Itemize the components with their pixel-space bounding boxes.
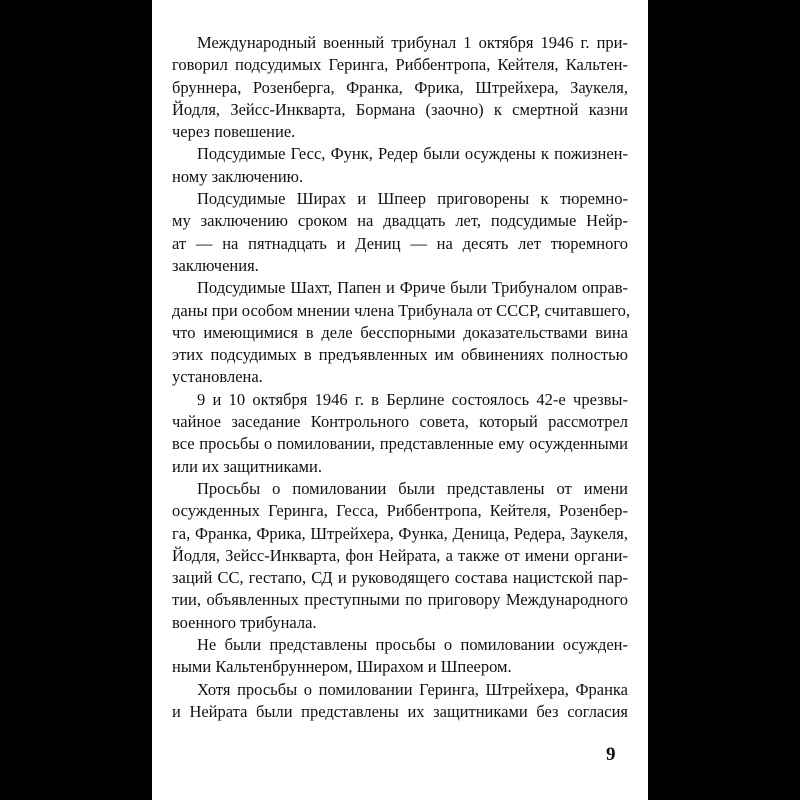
- paragraph-life-imprisonment: [172, 143, 628, 188]
- paragraph-control-council: [172, 389, 628, 478]
- text-line: Подсудимые Гесс, Функ, Редер были осуждены к пожизнен-: [197, 144, 628, 164]
- text-line: ат — на пятнадцать и Дениц — на десять лет тюремного: [172, 233, 628, 253]
- paragraph-clemency-requests: [172, 478, 628, 634]
- paragraph-without-consent: [172, 679, 628, 724]
- text-line: ными Кальтенбруннером, Ширахом и Шпеером.: [172, 657, 512, 677]
- text-line: говорил подсудимых Геринга, Риббентропа, Кейтеля, Кальтен-: [172, 55, 628, 75]
- text-line: военного трибунала.: [172, 612, 317, 632]
- text-line: тии, объявленных преступными по приговору Международного: [172, 590, 628, 610]
- text-line: что имеющимися в деле бесспорными доказательствами вина: [172, 322, 628, 342]
- body-text: [172, 32, 628, 723]
- paragraph-sentence: [172, 32, 628, 143]
- paragraph-prison-terms: [172, 188, 628, 277]
- text-line: или их защитниками.: [172, 456, 322, 476]
- text-line: чайное заседание Контрольного совета, который рассмотрел: [172, 412, 628, 432]
- text-line: Международный военный трибунал 1 октября 1946 г. при-: [197, 33, 628, 52]
- text-line: га, Франка, Фрика, Штрейхера, Функа, Деница, Редера, Заукеля,: [172, 523, 628, 543]
- text-line: Подсудимые Шахт, Папен и Фриче были Трибуналом оправ-: [197, 278, 628, 298]
- book-page: [152, 0, 648, 800]
- text-line: Не были представлены просьбы о помиловании осужден-: [197, 635, 628, 655]
- text-line: осужденных Геринга, Гесса, Риббентропа, Кейтеля, Розенбер-: [172, 501, 628, 521]
- paragraph-acquittals: [172, 277, 628, 388]
- text-line: ному заключению.: [172, 166, 304, 186]
- text-line: Подсудимые Ширах и Шпеер приговорены к тюремно-: [197, 189, 628, 209]
- paragraph-not-submitted: [172, 634, 628, 679]
- text-line: Просьбы о помиловании были представлены от имени: [197, 478, 628, 498]
- text-line: 9 и 10 октября 1946 г. в Берлине состоялось 42-е чрезвы-: [197, 389, 628, 409]
- text-line: му заключению сроком на двадцать лет, подсудимые Нейр-: [172, 211, 628, 231]
- page-number: 9: [606, 744, 616, 765]
- text-line: Йодля, Зейсс-Инкварта, Бормана (заочно) к смертной казни: [172, 99, 628, 119]
- text-line: этих подсудимых в предъявленных им обвинениях полностью: [172, 345, 628, 365]
- text-line: Йодля, Зейсс-Инкварта, фон Нейрата, а также от имени органи-: [172, 545, 628, 565]
- text-line: через повешение.: [172, 122, 296, 142]
- text-line: заций СС, гестапо, СД и руководящего состава нацистской пар-: [172, 568, 628, 588]
- text-line: даны при особом мнении члена Трибунала от СССР, считавшего,: [172, 300, 630, 320]
- text-line: заключения.: [172, 255, 259, 275]
- text-line: бруннера, Розенберга, Франка, Фрика, Штрейхера, Заукеля,: [172, 77, 628, 97]
- text-line: установлена.: [172, 367, 263, 387]
- text-line: и Нейрата были представлены их защитниками без согласия: [172, 701, 628, 721]
- text-line: все просьбы о помиловании, представленные ему осужденными: [172, 434, 628, 454]
- text-line: Хотя просьбы о помиловании Геринга, Штрейхера, Франка: [197, 679, 628, 699]
